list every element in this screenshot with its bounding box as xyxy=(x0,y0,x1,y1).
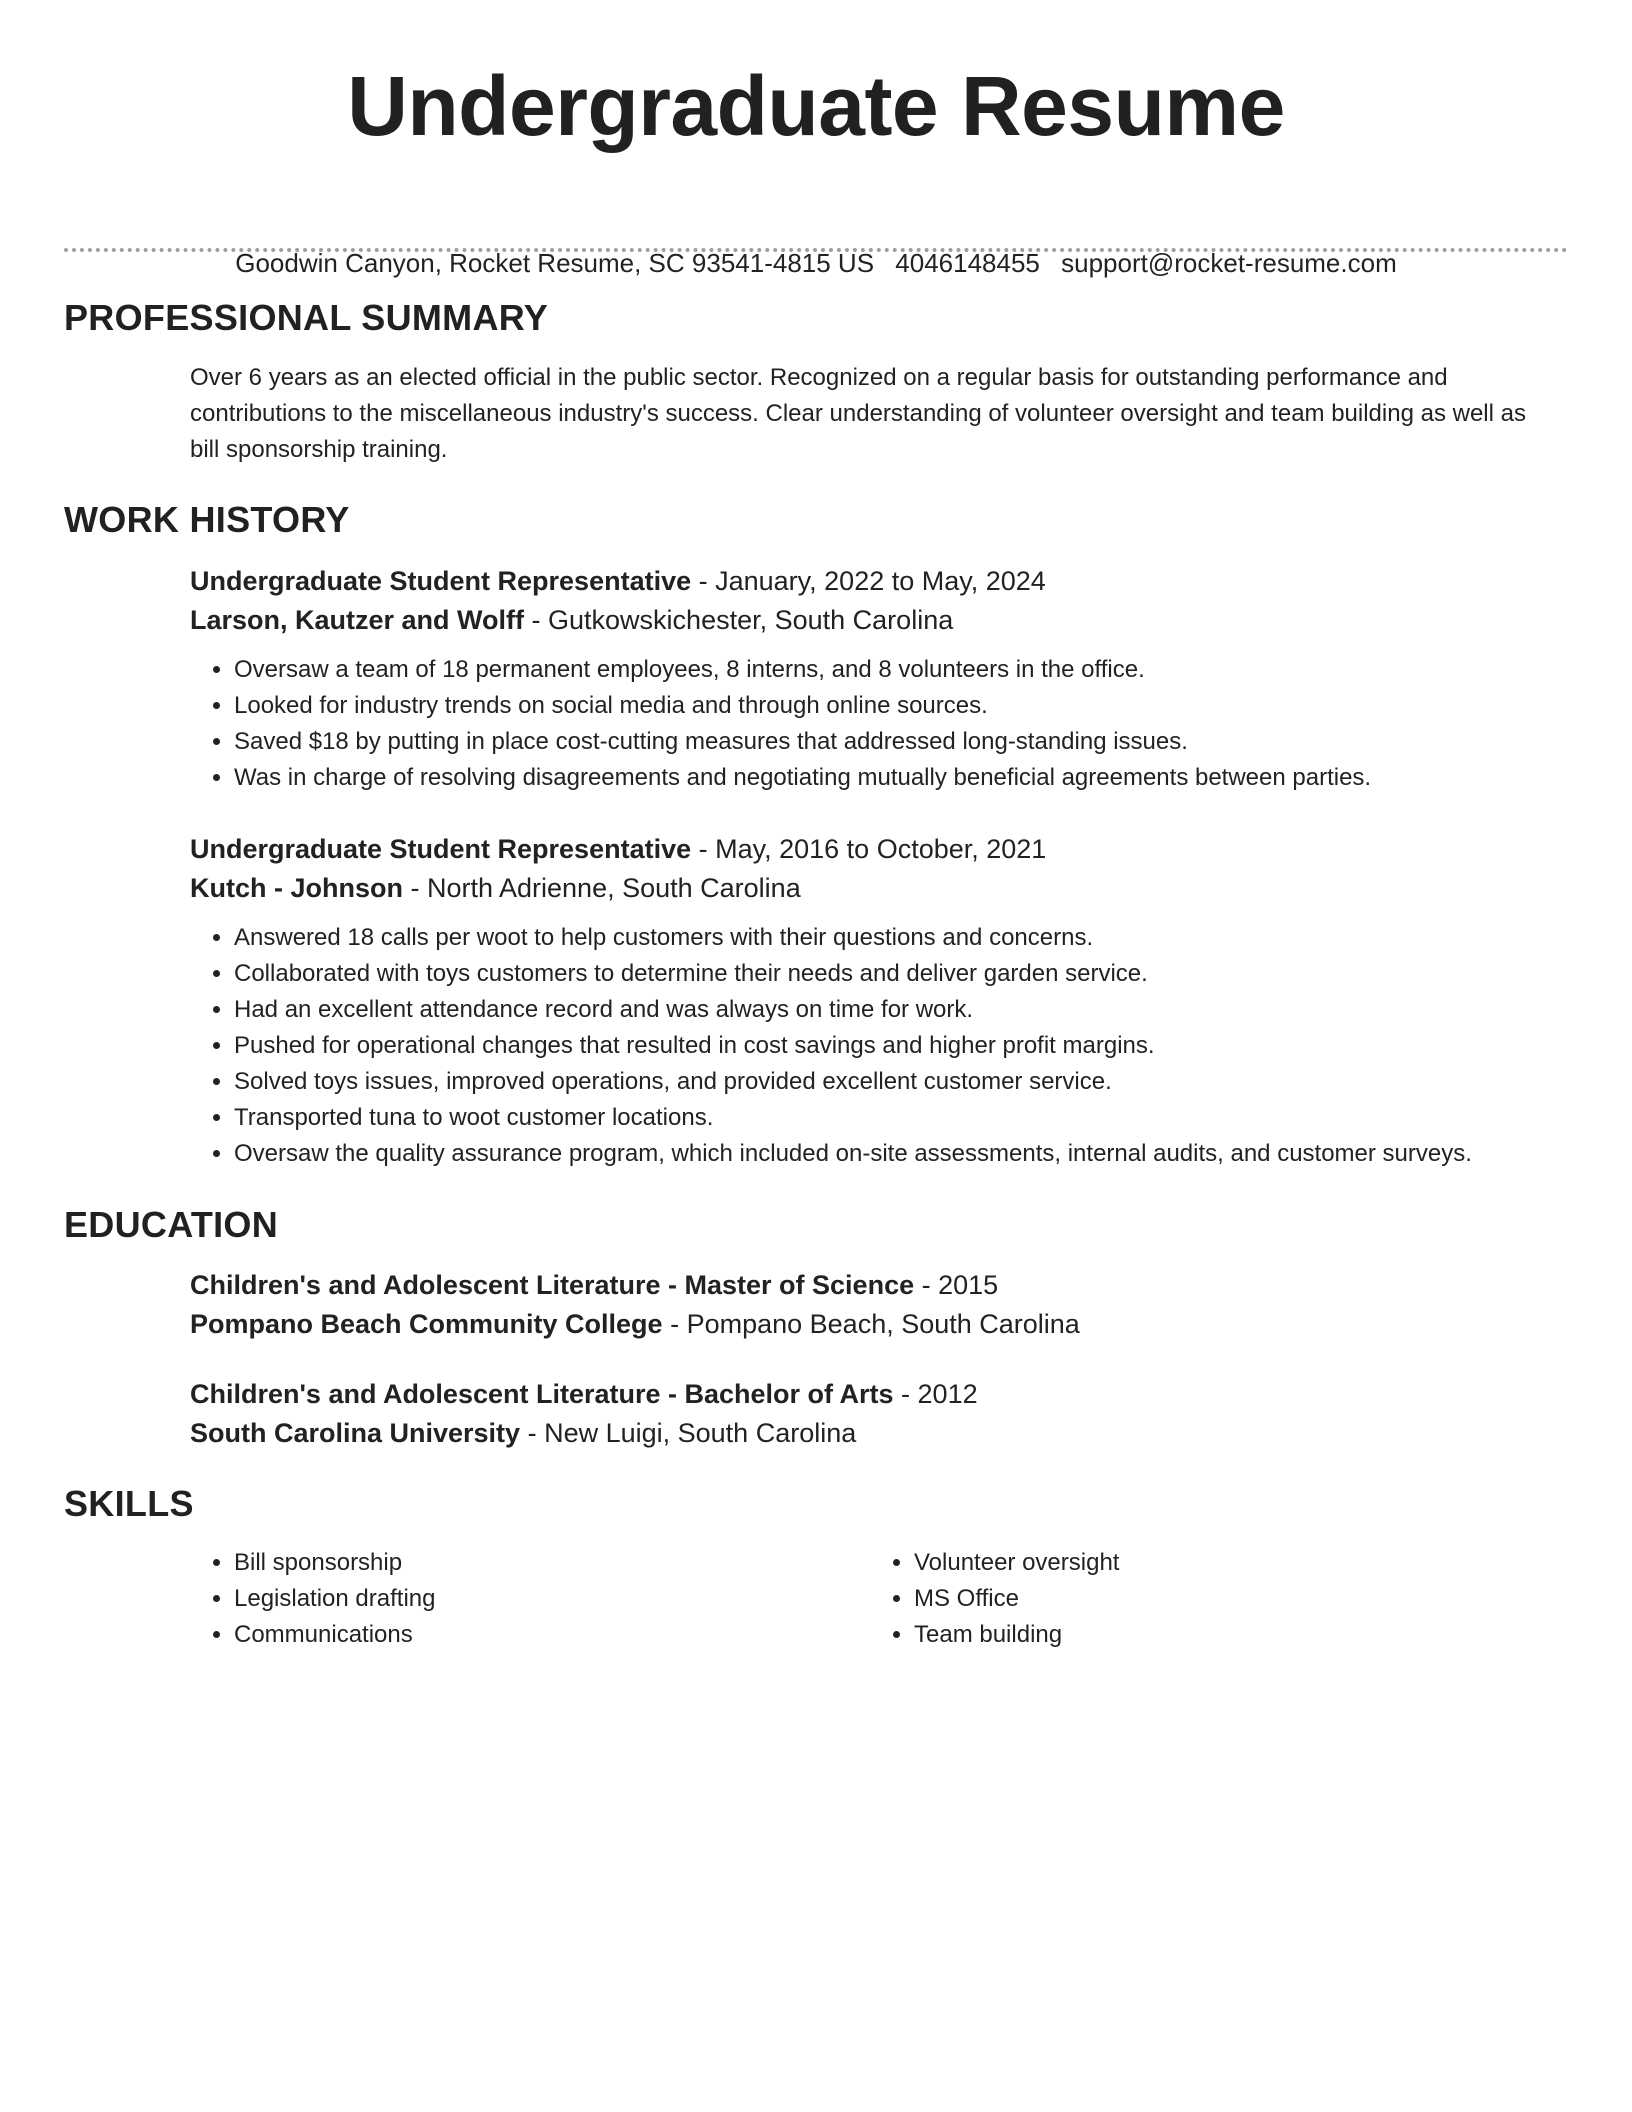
job-company-line xyxy=(190,869,1550,908)
list-item: • Volunteer oversight xyxy=(914,1545,1550,1581)
job-dates: - January, 2022 to May, 2024 xyxy=(691,566,1046,596)
summary-text: Over 6 years as an elected official in the public sector. Recognized on a regular basis for outstanding performance and contributions to the miscellaneous industry's success. Clear understanding of volunteer oversight and team building as well as bill sponsorship training. xyxy=(190,364,1526,463)
skills-list-right xyxy=(870,1545,1550,1653)
job-entry xyxy=(190,830,1550,1172)
list-item: • Pushed for operational changes that resulted in cost savings and higher profit margins. xyxy=(234,1028,1550,1064)
list-item: • Team building xyxy=(914,1617,1550,1653)
degree-line xyxy=(190,1266,1550,1305)
list-item: • Had an excellent attendance record and was always on time for work. xyxy=(234,992,1550,1028)
list-item: • Transported tuna to woot customer locations. xyxy=(234,1100,1550,1136)
degree-name: Children's and Adolescent Literature - Master of Science xyxy=(190,1270,915,1300)
job-company-line xyxy=(190,601,1550,640)
list-item: • Communications xyxy=(234,1617,870,1653)
job-location: - North Adrienne, South Carolina xyxy=(402,873,801,903)
list-item: • Looked for industry trends on social media and through online sources. xyxy=(234,688,1550,724)
degree-year: - 2015 xyxy=(914,1270,999,1300)
skills-column-right xyxy=(870,1545,1550,1653)
education-entry xyxy=(190,1375,1550,1453)
degree-year: - 2012 xyxy=(893,1379,978,1409)
header-divider xyxy=(64,248,1568,252)
list-item: • Oversaw the quality assurance program, which included on-site assessments, internal audits, and customer surveys. xyxy=(234,1136,1550,1172)
skills-column-left xyxy=(190,1545,870,1653)
summary-section xyxy=(190,360,1550,468)
job-location: - Gutkowskichester, South Carolina xyxy=(524,605,954,635)
job-role: Undergraduate Student Representative xyxy=(190,566,692,596)
list-item: • Oversaw a team of 18 permanent employees, 8 interns, and 8 volunteers in the office. xyxy=(234,652,1550,688)
degree-name: Children's and Adolescent Literature - Bachelor of Arts xyxy=(190,1379,894,1409)
school-line xyxy=(190,1305,1550,1344)
job-title-line xyxy=(190,830,1550,869)
job-bullets xyxy=(190,920,1550,1172)
degree-line xyxy=(190,1375,1550,1414)
job-bullets xyxy=(190,652,1550,796)
school-line xyxy=(190,1414,1550,1453)
job-title-line xyxy=(190,562,1550,601)
list-item: • MS Office xyxy=(914,1581,1550,1617)
work-history-heading: WORK HISTORY xyxy=(64,499,350,540)
school-name: Pompano Beach Community College xyxy=(190,1309,663,1339)
resume-header xyxy=(64,0,1568,278)
job-company: Kutch - Johnson xyxy=(190,873,403,903)
list-item: • Was in charge of resolving disagreements and negotiating mutually beneficial agreements between parties. xyxy=(234,760,1550,796)
school-location: - Pompano Beach, South Carolina xyxy=(662,1309,1080,1339)
skills-heading: SKILLS xyxy=(64,1483,194,1524)
skills-section xyxy=(190,1545,1550,1653)
list-item: • Answered 18 calls per woot to help customers with their questions and concerns. xyxy=(234,920,1550,956)
education-heading: EDUCATION xyxy=(64,1204,279,1245)
contact-address: Goodwin Canyon, Rocket Resume, SC 93541-4815 US xyxy=(235,248,875,278)
job-entry xyxy=(190,562,1550,796)
job-company: Larson, Kautzer and Wolff xyxy=(190,605,525,635)
education-entry xyxy=(190,1266,1550,1344)
skills-grid xyxy=(190,1545,1550,1653)
list-item: • Bill sponsorship xyxy=(234,1545,870,1581)
job-dates: - May, 2016 to October, 2021 xyxy=(691,834,1047,864)
resume-title: Undergraduate Resume xyxy=(347,59,1285,153)
school-location: - New Luigi, South Carolina xyxy=(520,1418,857,1448)
list-item: • Collaborated with toys customers to determine their needs and deliver garden service. xyxy=(234,956,1550,992)
list-item: • Solved toys issues, improved operations, and provided excellent customer service. xyxy=(234,1064,1550,1100)
contact-email: support@rocket-resume.com xyxy=(1061,248,1397,278)
job-role: Undergraduate Student Representative xyxy=(190,834,692,864)
resume-page xyxy=(64,0,1568,1648)
skills-list-left xyxy=(190,1545,870,1653)
contact-phone: 4046148455 xyxy=(895,248,1040,278)
school-name: South Carolina University xyxy=(190,1418,521,1448)
list-item: • Legislation drafting xyxy=(234,1581,870,1617)
list-item: • Saved $18 by putting in place cost-cutting measures that addressed long-standing issues. xyxy=(234,724,1550,760)
summary-heading: PROFESSIONAL SUMMARY xyxy=(64,297,549,338)
